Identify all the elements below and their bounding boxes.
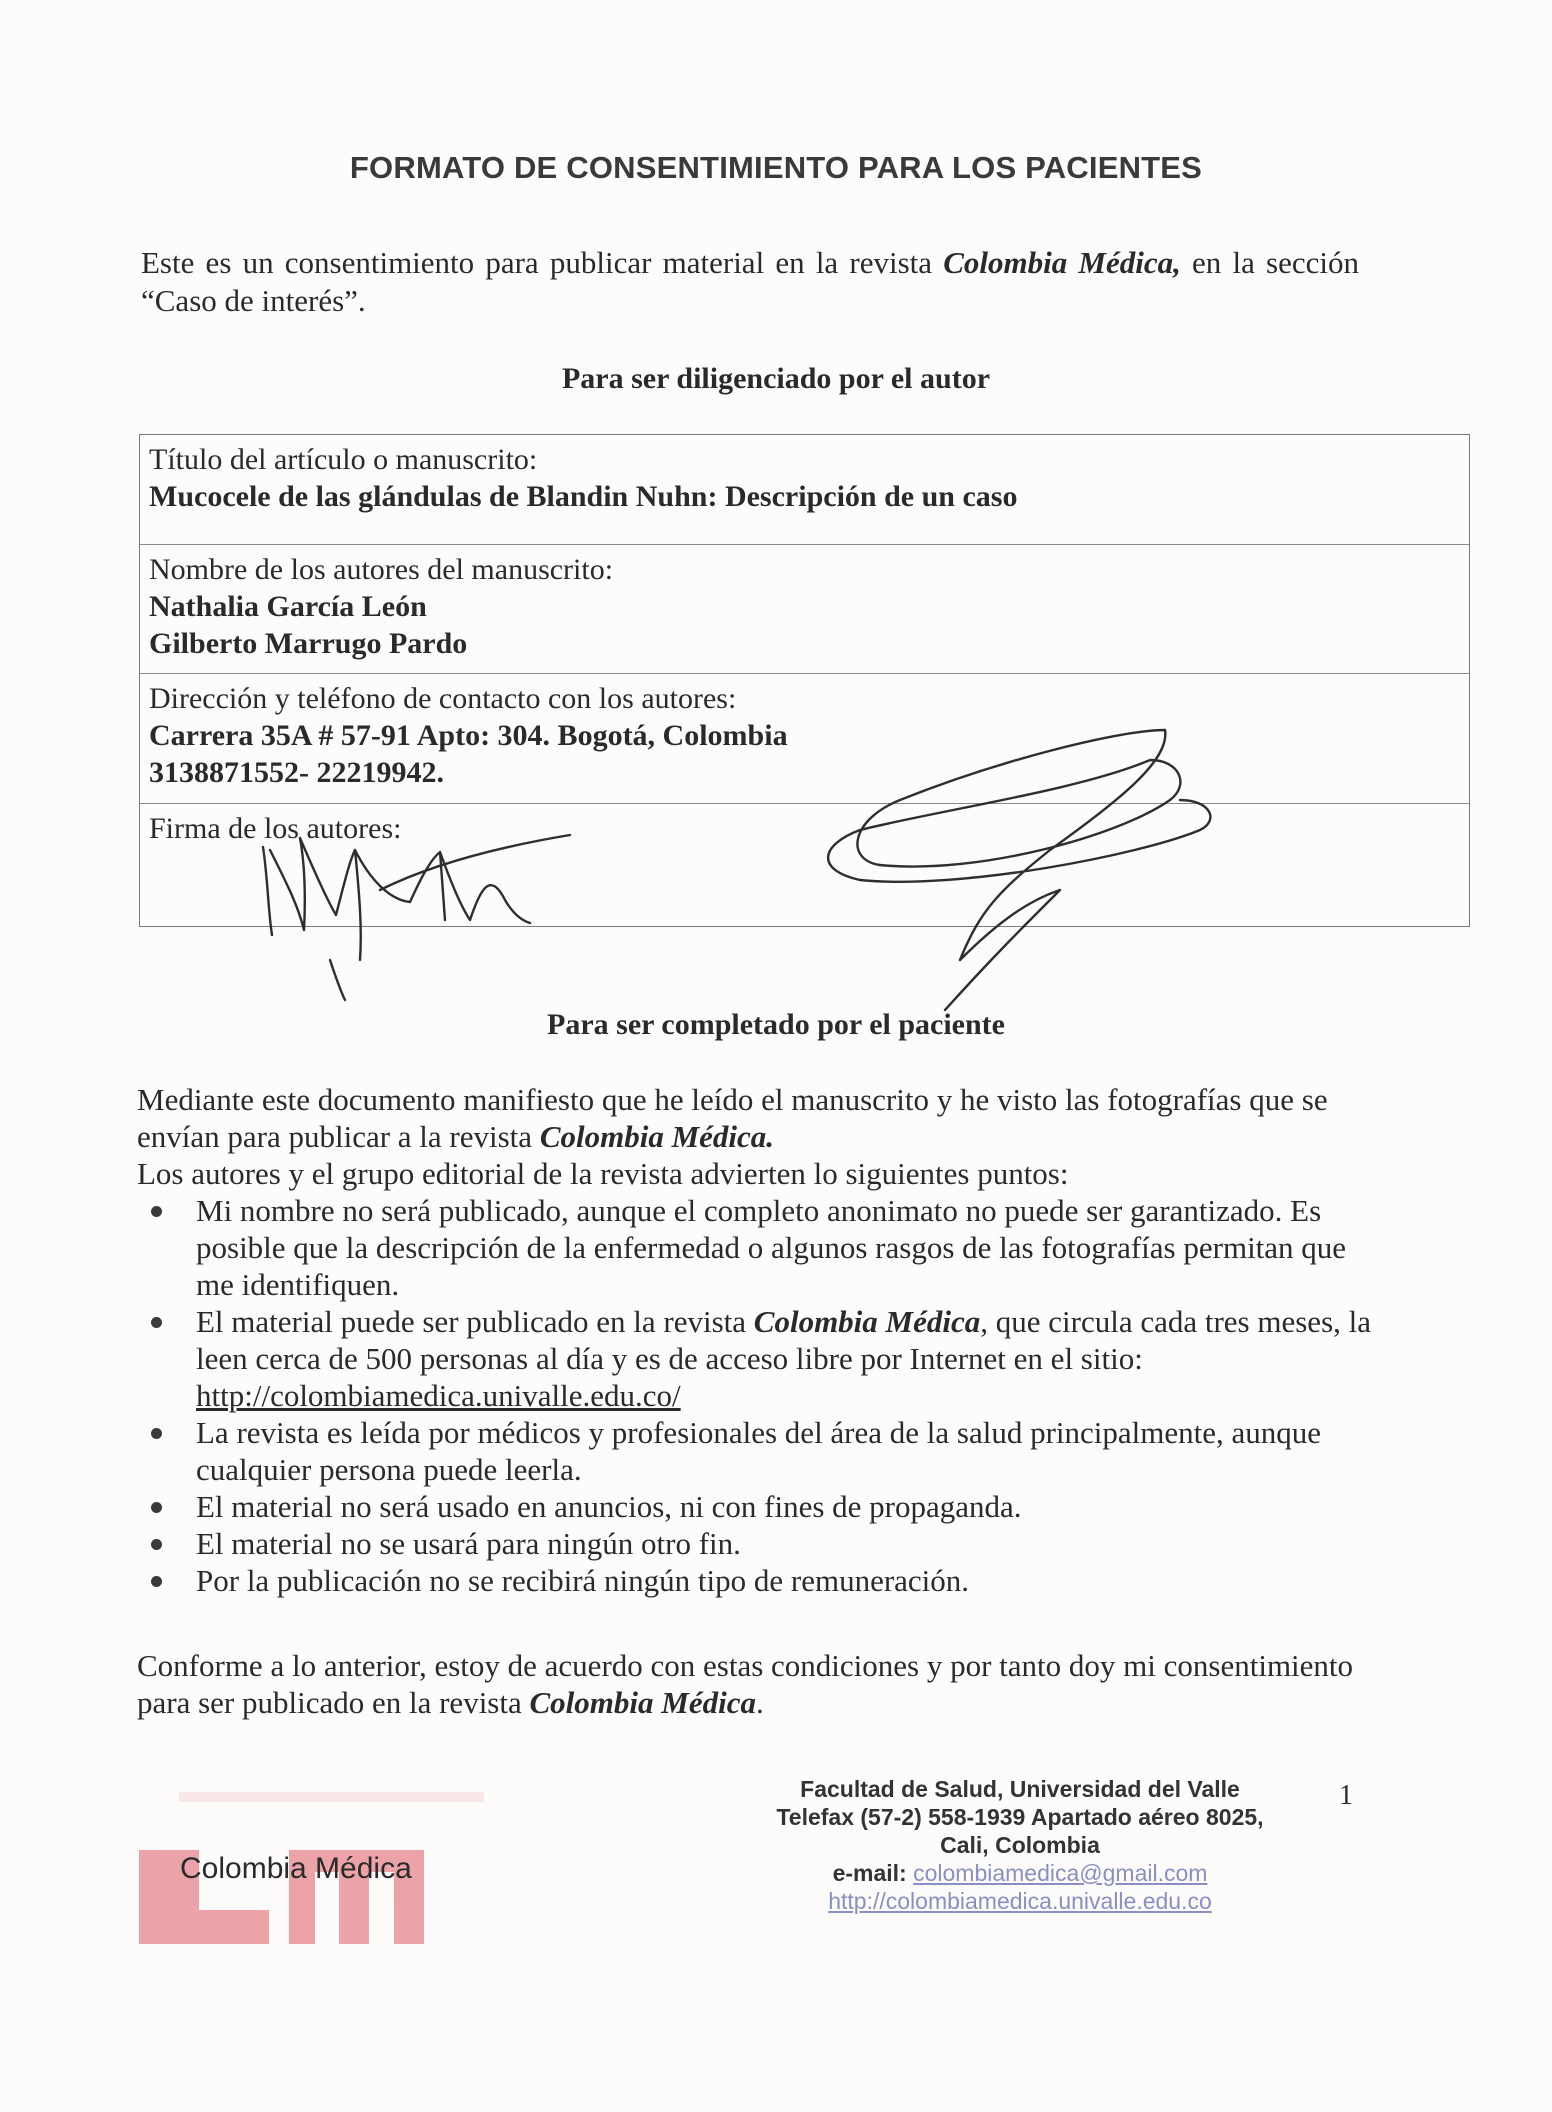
author-section-heading: Para ser diligenciado por el autor xyxy=(561,362,991,395)
condition-text: Por la publicación no se recibirá ningún tipo de remuneración. xyxy=(196,1563,970,1598)
footer-faculty: Facultad de Salud, Universidad del Valle xyxy=(800,1776,1240,1802)
journal-name: Colombia Médica xyxy=(753,1304,981,1339)
condition-item xyxy=(137,1488,1387,1525)
authors-label: Nombre de los autores del manuscrito: xyxy=(149,553,614,586)
conclusion-paragraph xyxy=(137,1647,1377,1721)
statement-text: Mediante este documento manifiesto que he leído el manuscrito y he visto las fotografías que se envían para publicar a la revista xyxy=(137,1082,1328,1154)
logo-text: Colombia Médica xyxy=(180,1852,412,1885)
patient-section-heading: Para ser completado por el paciente xyxy=(547,1008,1005,1041)
footer-city: Cali, Colombia xyxy=(940,1832,1100,1858)
journal-name: Colombia Médica. xyxy=(539,1119,775,1154)
journal-website-link[interactable]: http://colombiamedica.univalle.edu.co/ xyxy=(196,1378,681,1413)
condition-item xyxy=(137,1414,1387,1488)
contact-label: Dirección y teléfono de contacto con los autores: xyxy=(149,682,737,715)
points-intro: Los autores y el grupo editorial de la revista advierten lo siguientes puntos: xyxy=(137,1156,1069,1191)
logo-top-bar xyxy=(179,1792,484,1802)
conclusion-end: . xyxy=(755,1685,764,1720)
conditions-list-wrapper xyxy=(137,1192,1387,1599)
contact-phone: 3138871552- 22219942. xyxy=(149,756,444,789)
condition-text: Mi nombre no será publicado, aunque el completo anonimato no puede ser garantizado. Es posible que la descripción de la enfermedad o algunos rasgos de las fotografías permitan que me identifiquen. xyxy=(196,1193,1347,1302)
manuscript-title-value: Mucocele de las glándulas de Blandin Nuhn: Descripción de un caso xyxy=(149,480,1018,513)
manuscript-title-label: Título del artículo o manuscrito: xyxy=(149,443,538,476)
authors-row xyxy=(140,544,1469,673)
condition-text-cont: , que circula cada tres meses, la leen cerca de 500 personas al día y es de acceso libre por Internet en el sitio: xyxy=(196,1304,1372,1376)
patient-statement xyxy=(137,1081,1377,1155)
condition-text: La revista es leída por médicos y profesionales del área de la salud principalmente, aunque cualquier persona puede leerla. xyxy=(196,1415,1322,1487)
condition-item xyxy=(137,1562,1387,1599)
journal-name: Colombia Médica xyxy=(529,1685,756,1720)
page-number: 1 xyxy=(1339,1780,1353,1811)
condition-text: El material no será usado en anuncios, ni con fines de propaganda. xyxy=(196,1489,1022,1524)
contact-row xyxy=(140,673,1469,803)
conclusion-text: Conforme a lo anterior, estoy de acuerdo con estas condiciones y por tanto doy mi consentimiento para ser publicado en la revista xyxy=(137,1648,1354,1720)
contact-address: Carrera 35A # 57-91 Apto: 304. Bogotá, Colombia xyxy=(149,719,788,752)
conditions-list xyxy=(137,1192,1387,1599)
author-info-table xyxy=(139,434,1470,927)
condition-text: El material puede ser publicado en la revista xyxy=(196,1304,754,1339)
footer-email-label: e-mail: xyxy=(832,1860,907,1886)
manuscript-title-row xyxy=(140,435,1469,544)
intro-paragraph xyxy=(141,244,1359,320)
intro-text: Este es un consentimiento para publicar material en la revista xyxy=(141,245,944,280)
intro-text-end: en la sección “Caso de interés”. xyxy=(141,245,1360,318)
author-name-2: Gilberto Marrugo Pardo xyxy=(149,627,468,660)
footer-website-line xyxy=(720,1887,1320,1915)
footer-website-link[interactable]: http://colombiamedica.univalle.edu.co xyxy=(828,1888,1212,1914)
form-title: FORMATO DE CONSENTIMIENTO PARA LOS PACIENTES xyxy=(349,150,1203,185)
condition-item xyxy=(137,1303,1387,1414)
author-name-1: Nathalia García León xyxy=(149,590,427,623)
condition-text: El material no se usará para ningún otro fin. xyxy=(196,1526,741,1561)
condition-item xyxy=(137,1192,1387,1303)
footer-telefax: Telefax (57-2) 558-1939 Apartado aéreo 8025, xyxy=(776,1804,1264,1830)
journal-name: Colombia Médica, xyxy=(943,245,1181,280)
footer-email-line xyxy=(720,1859,1320,1887)
journal-footer xyxy=(720,1775,1320,1915)
footer-email-link[interactable]: colombiamedica@gmail.com xyxy=(913,1860,1208,1886)
signature-row xyxy=(140,803,1469,926)
signature-label: Firma de los autores: xyxy=(149,812,402,845)
condition-item xyxy=(137,1525,1387,1562)
